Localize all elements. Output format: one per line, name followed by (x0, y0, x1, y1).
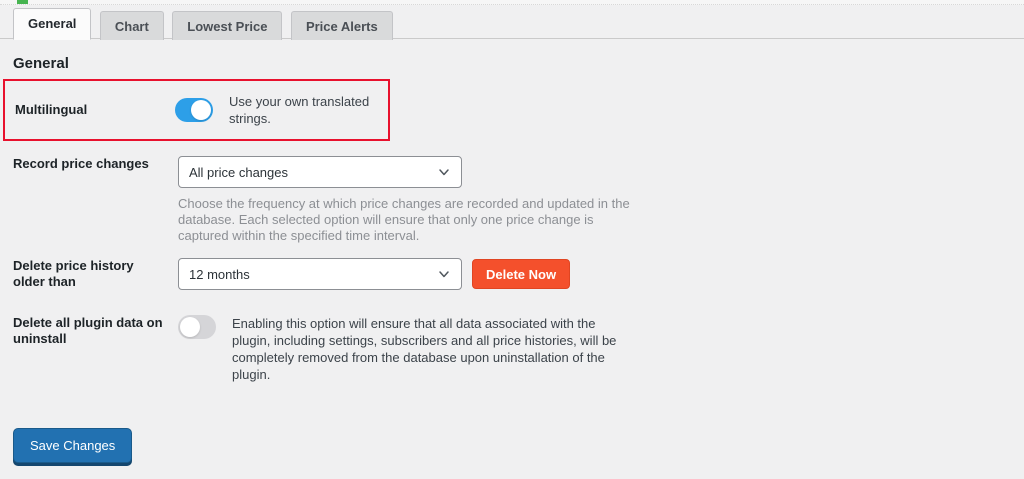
save-changes-button[interactable]: Save Changes (13, 428, 132, 463)
delete-price-history-row (13, 258, 1024, 291)
multilingual-toggle[interactable] (175, 98, 213, 122)
tab-chart[interactable]: Chart (100, 11, 164, 40)
page-title: General (13, 55, 69, 72)
record-price-changes-label: Record price changes (13, 156, 149, 171)
select-value: 12 months (189, 266, 250, 282)
multilingual-label: Multilingual (15, 101, 88, 117)
toggle-knob (180, 317, 200, 337)
toggle-knob (191, 100, 211, 120)
delete-now-button[interactable]: Delete Now (472, 259, 570, 289)
record-price-changes-select[interactable] (178, 156, 462, 188)
delete-price-history-select[interactable] (178, 258, 462, 290)
multilingual-description: Use your own translated strings. (229, 94, 370, 126)
record-price-changes-help: Choose the frequency at which price changes are recorded and updated in the database. Each selected option will ensure that only one price change is captured within the specified time interval. (178, 196, 630, 243)
uninstall-label: Delete all plugin data on uninstall (13, 314, 163, 346)
chevron-down-icon (437, 165, 451, 179)
progress-indicator (17, 0, 28, 4)
record-price-changes-row (13, 156, 1024, 244)
top-cutoff-strip (0, 0, 1024, 5)
delete-price-history-label: Delete price history older than (13, 258, 134, 290)
uninstall-toggle[interactable] (178, 315, 216, 339)
chevron-down-icon (437, 267, 451, 281)
tab-bar (0, 5, 1024, 39)
uninstall-description: Enabling this option will ensure that all data associated with the plugin, including settings, subscribers and all price histories, will be completely removed from the database upon uninstallation of the plugin. (232, 315, 617, 382)
uninstall-row (13, 315, 1024, 383)
tab-price-alerts[interactable]: Price Alerts (291, 11, 393, 40)
select-value: All price changes (189, 164, 288, 180)
tab-lowest-price[interactable]: Lowest Price (172, 11, 282, 40)
tab-general[interactable]: General (13, 8, 91, 40)
multilingual-highlight-box (3, 79, 390, 141)
